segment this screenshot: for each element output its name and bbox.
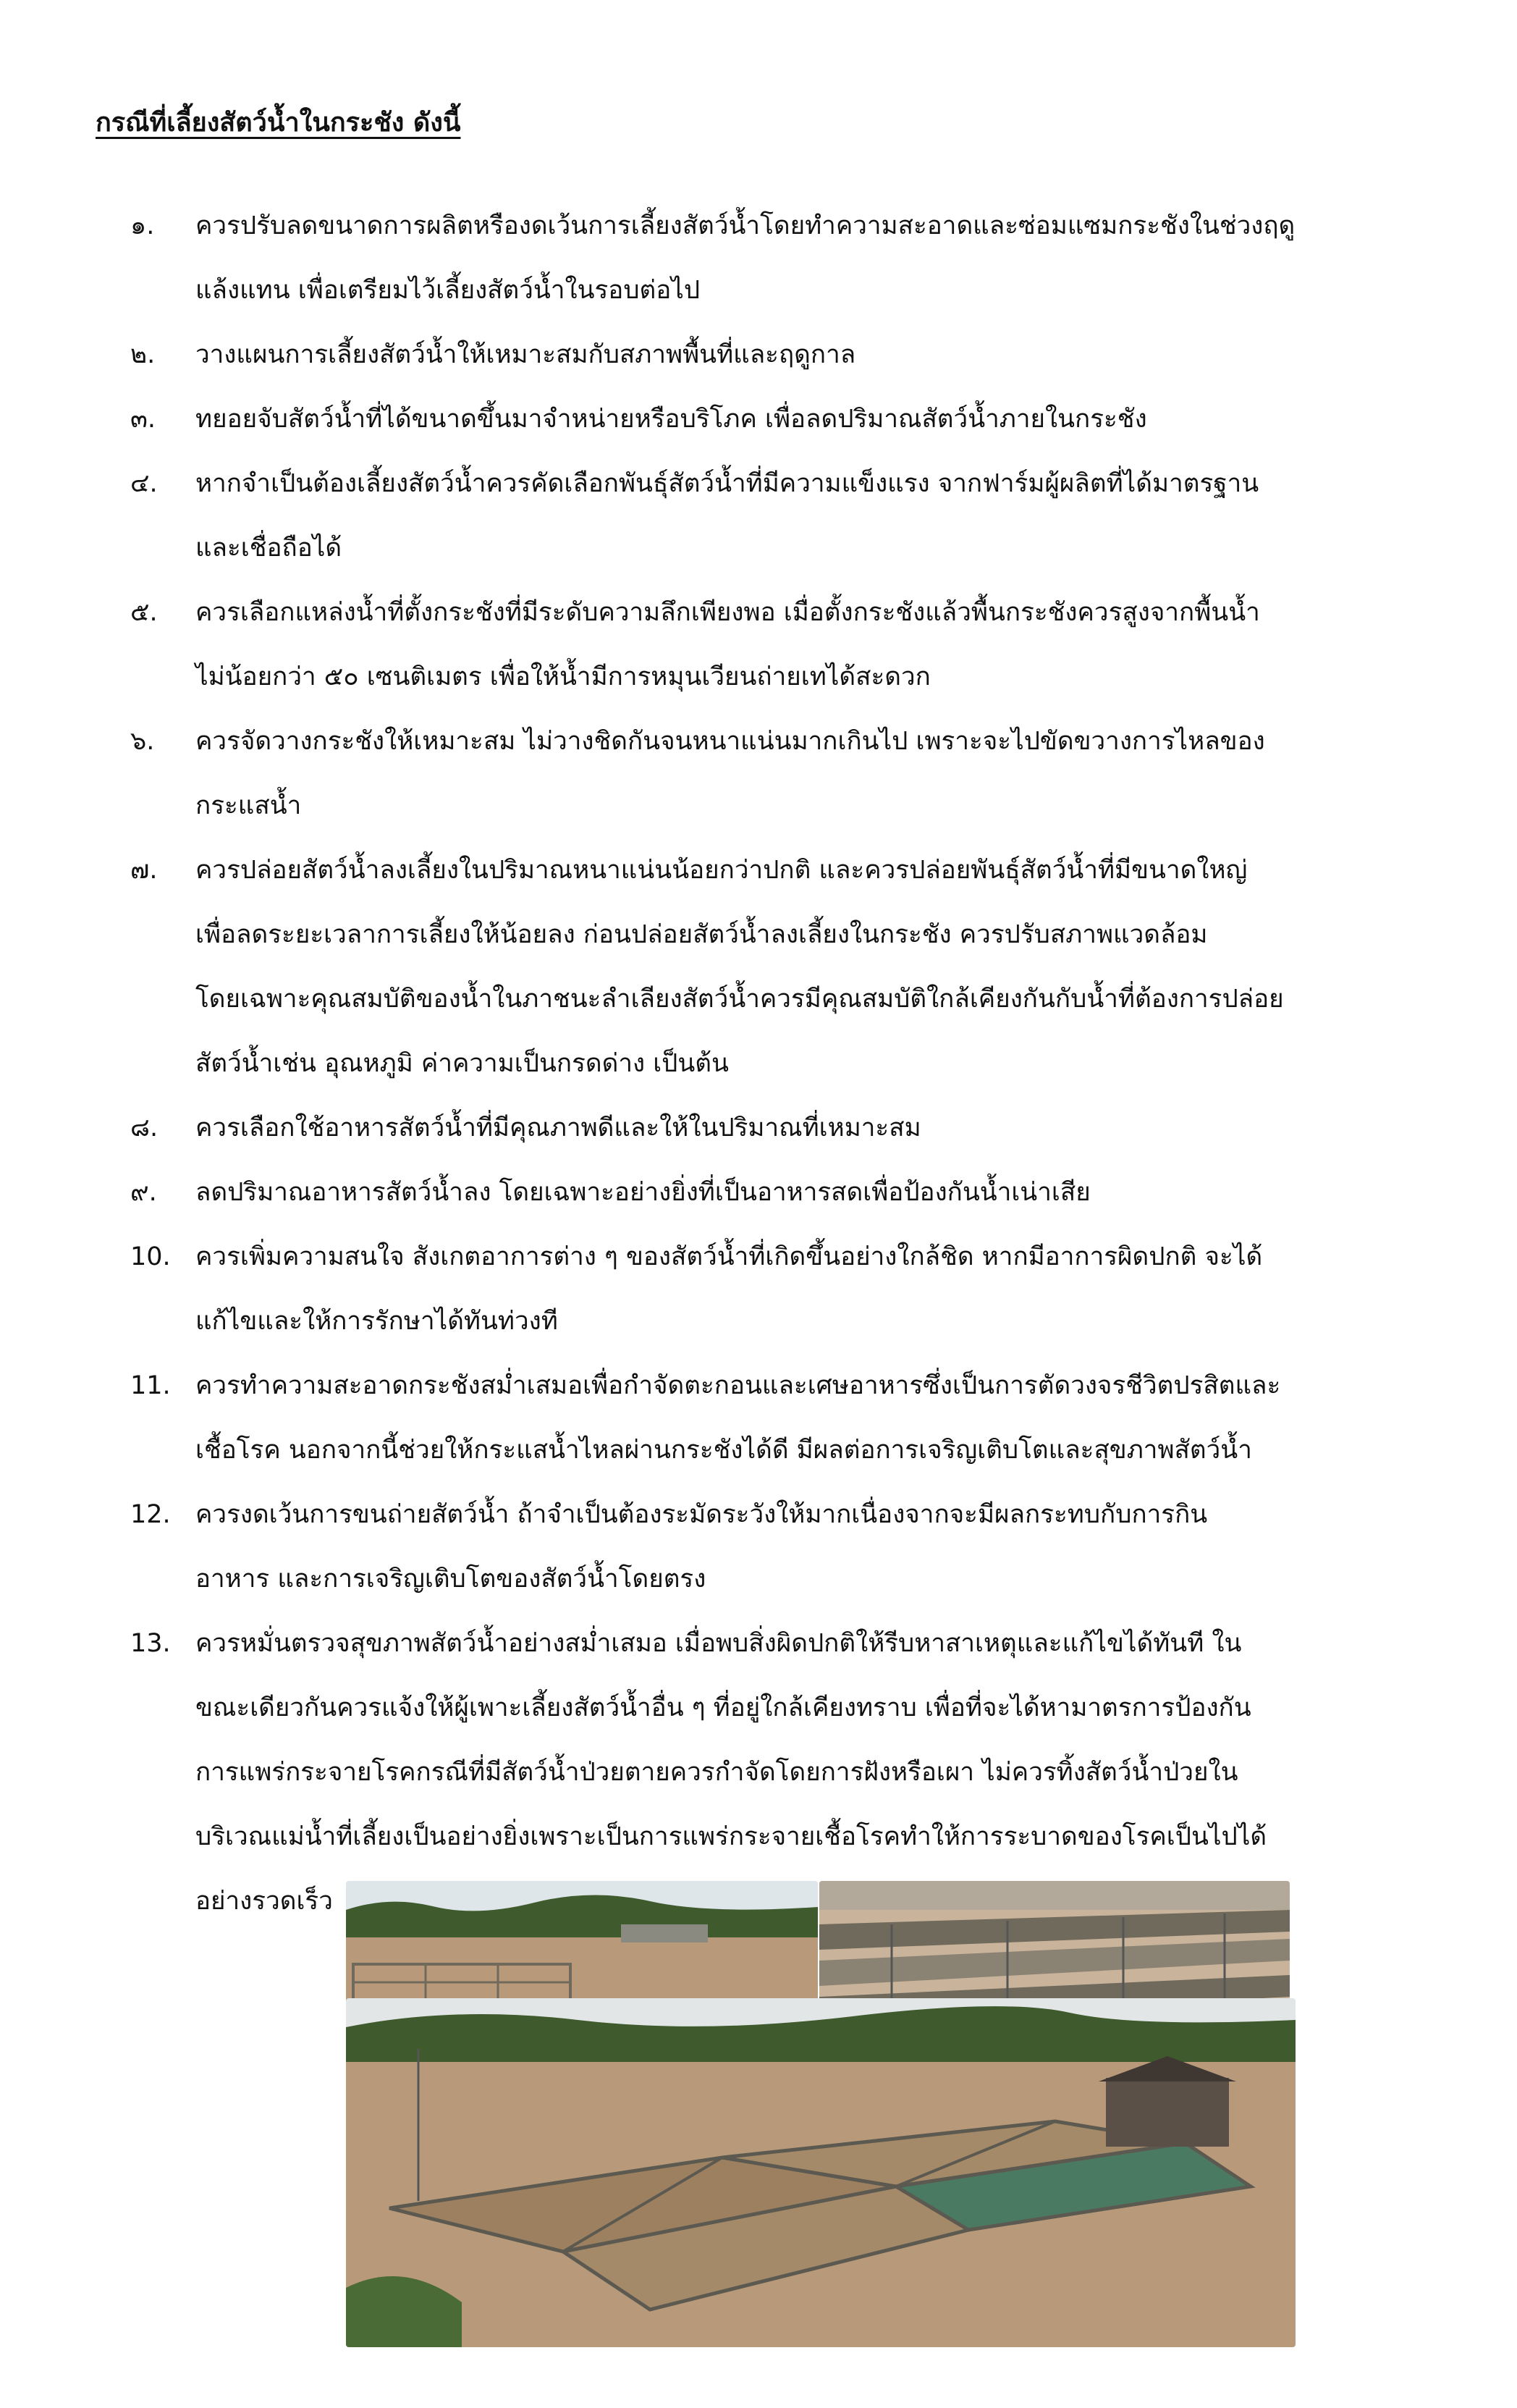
- list-line: ลดปริมาณอาหารสัตว์น้ำลง โดยเฉพาะอย่างยิ่งที่เป็นอาหารสดเพื่อป้องกันน้ำเน่าเสีย: [195, 1178, 1091, 1207]
- list-number: ๖.: [130, 727, 155, 756]
- list-line: ควรปล่อยสัตว์น้ำลงเลี้ยงในปริมาณหนาแน่นน้อยกว่าปกติ และควรปล่อยพันธุ์สัตว์น้ำที่มีขนาดใหญ่: [195, 856, 1248, 885]
- list-line: การแพร่กระจายโรคกรณีที่มีสัตว์น้ำป่วยตายควรกำจัดโดยการฝังหรือเผา ไม่ควรทิ้งสัตว์น้ำป่วยใน: [195, 1758, 1238, 1787]
- cage-photo-bottom: [346, 1998, 1296, 2347]
- list-item: [130, 1225, 1448, 1354]
- list-number: 12.: [130, 1500, 171, 1529]
- list-item: [130, 387, 1448, 452]
- list-line: ควรเลือกแหล่งน้ำที่ตั้งกระชังที่มีระดับความลึกเพียงพอ เมื่อตั้งกระชังแล้วพื้นกระชังควรสูงจากพื้นน้ำ: [195, 598, 1260, 627]
- list-line: แล้งแทน เพื่อเตรียมไว้เลี้ยงสัตว์น้ำในรอบต่อไป: [195, 276, 701, 305]
- list-number: ๓.: [130, 405, 156, 434]
- list-item: [130, 452, 1448, 581]
- list-item: [130, 710, 1448, 838]
- list-line: อย่างรวดเร็ว: [195, 1887, 333, 1916]
- list-item: [130, 1354, 1448, 1483]
- list-line: อาหาร และการเจริญเติบโตของสัตว์น้ำโดยตรง: [195, 1565, 706, 1594]
- list-line: โดยเฉพาะคุณสมบัติของน้ำในภาชนะลำเลียงสัตว์น้ำควรมีคุณสมบัติใกล้เคียงกันกับน้ำที่ต้องการปล่อย: [195, 985, 1284, 1014]
- list-line: ควรงดเว้นการขนถ่ายสัตว์น้ำ ถ้าจำเป็นต้องระมัดระวังให้มากเนื่องจากจะมีผลกระทบกับการกิน: [195, 1500, 1208, 1529]
- list-item: [130, 838, 1448, 1096]
- list-line: วางแผนการเลี้ยงสัตว์น้ำให้เหมาะสมกับสภาพพื้นที่และฤดูกาล: [195, 340, 856, 369]
- guideline-list: [130, 194, 1448, 1934]
- list-line: กระแสน้ำ: [195, 791, 302, 820]
- list-line: และเชื่อถือได้: [195, 534, 342, 563]
- list-number: ๘.: [130, 1114, 159, 1142]
- list-number: ๗.: [130, 856, 158, 885]
- list-item: [130, 1612, 1448, 1934]
- list-item: [130, 1161, 1448, 1225]
- list-line: ขณะเดียวกันควรแจ้งให้ผู้เพาะเลี้ยงสัตว์น้ำอื่น ๆ ที่อยู่ใกล้เคียงทราบ เพื่อที่จะได้หามาตรการป้องกัน: [195, 1693, 1251, 1722]
- list-number: 11.: [130, 1371, 171, 1400]
- list-line: บริเวณแม่น้ำที่เลี้ยงเป็นอย่างยิ่งเพราะเป็นการแพร่กระจายเชื้อโรคทำให้การระบาดของโรคเป็นไปได้: [195, 1822, 1267, 1851]
- list-item: [130, 323, 1448, 387]
- list-line: สัตว์น้ำเช่น อุณหภูมิ ค่าความเป็นกรดด่าง เป็นต้น: [195, 1049, 729, 1078]
- list-line: แก้ไขและให้การรักษาได้ทันท่วงที: [195, 1307, 558, 1336]
- list-line: ควรเพิ่มความสนใจ สังเกตอาการต่าง ๆ ของสัตว์น้ำที่เกิดขึ้นอย่างใกล้ชิด หากมีอาการผิดปกติ จะได้: [195, 1242, 1263, 1271]
- list-number: 10.: [130, 1242, 171, 1271]
- list-line: ไม่น้อยกว่า ๕๐ เซนติเมตร เพื่อให้น้ำมีการหมุนเวียนถ่ายเทได้สะดวก: [195, 662, 931, 691]
- list-line: เพื่อลดระยะเวลาการเลี้ยงให้น้อยลง ก่อนปล่อยสัตว์น้ำลงเลี้ยงในกระชัง ควรปรับสภาพแวดล้อม: [195, 920, 1208, 949]
- list-line: ควรจัดวางกระชังให้เหมาะสม ไม่วางชิดกันจนหนาแน่นมากเกินไป เพราะจะไปขัดขวางการไหลของ: [195, 727, 1265, 756]
- list-line: ทยอยจับสัตว์น้ำที่ได้ขนาดขึ้นมาจำหน่ายหรือบริโภค เพื่อลดปริมาณสัตว์น้ำภายในกระชัง: [195, 405, 1147, 434]
- list-number: ๙.: [130, 1178, 157, 1207]
- list-item: [130, 1096, 1448, 1161]
- list-number: ๒.: [130, 340, 156, 369]
- list-item: [130, 194, 1448, 323]
- list-line: ควรทำความสะอาดกระชังสม่ำเสมอเพื่อกำจัดตะกอนและเศษอาหารซึ่งเป็นการตัดวงจรชีวิตปรสิตและ: [195, 1371, 1281, 1400]
- list-item: [130, 581, 1448, 710]
- page-heading: กรณีที่เลี้ยงสัตว์น้ำในกระชัง ดังนี้: [96, 108, 461, 138]
- list-line: ควรหมั่นตรวจสุขภาพสัตว์น้ำอย่างสม่ำเสมอ เมื่อพบสิ่งผิดปกติให้รีบหาสาเหตุและแก้ไขได้ทันที ใน: [195, 1629, 1242, 1658]
- list-number: ๕.: [130, 598, 158, 627]
- list-number: 13.: [130, 1629, 171, 1658]
- list-number: ๔.: [130, 469, 158, 498]
- list-line: เชื้อโรค นอกจากนี้ช่วยให้กระแสน้ำไหลผ่านกระชังได้ดี มีผลต่อการเจริญเติบโตและสุขภาพสัตว์น้ำ: [195, 1436, 1252, 1465]
- list-number: ๑.: [130, 211, 155, 240]
- list-line: หากจำเป็นต้องเลี้ยงสัตว์น้ำควรคัดเลือกพันธุ์สัตว์น้ำที่มีความแข็งแรง จากฟาร์มผู้ผลิตที่ได้มาตรฐาน: [195, 469, 1259, 498]
- list-line: ควรปรับลดขนาดการผลิตหรืองดเว้นการเลี้ยงสัตว์น้ำโดยทำความสะอาดและซ่อมแซมกระชังในช่วงฤดู: [195, 211, 1296, 240]
- list-line: ควรเลือกใช้อาหารสัตว์น้ำที่มีคุณภาพดีและให้ในปริมาณที่เหมาะสม: [195, 1114, 921, 1142]
- list-item: [130, 1483, 1448, 1612]
